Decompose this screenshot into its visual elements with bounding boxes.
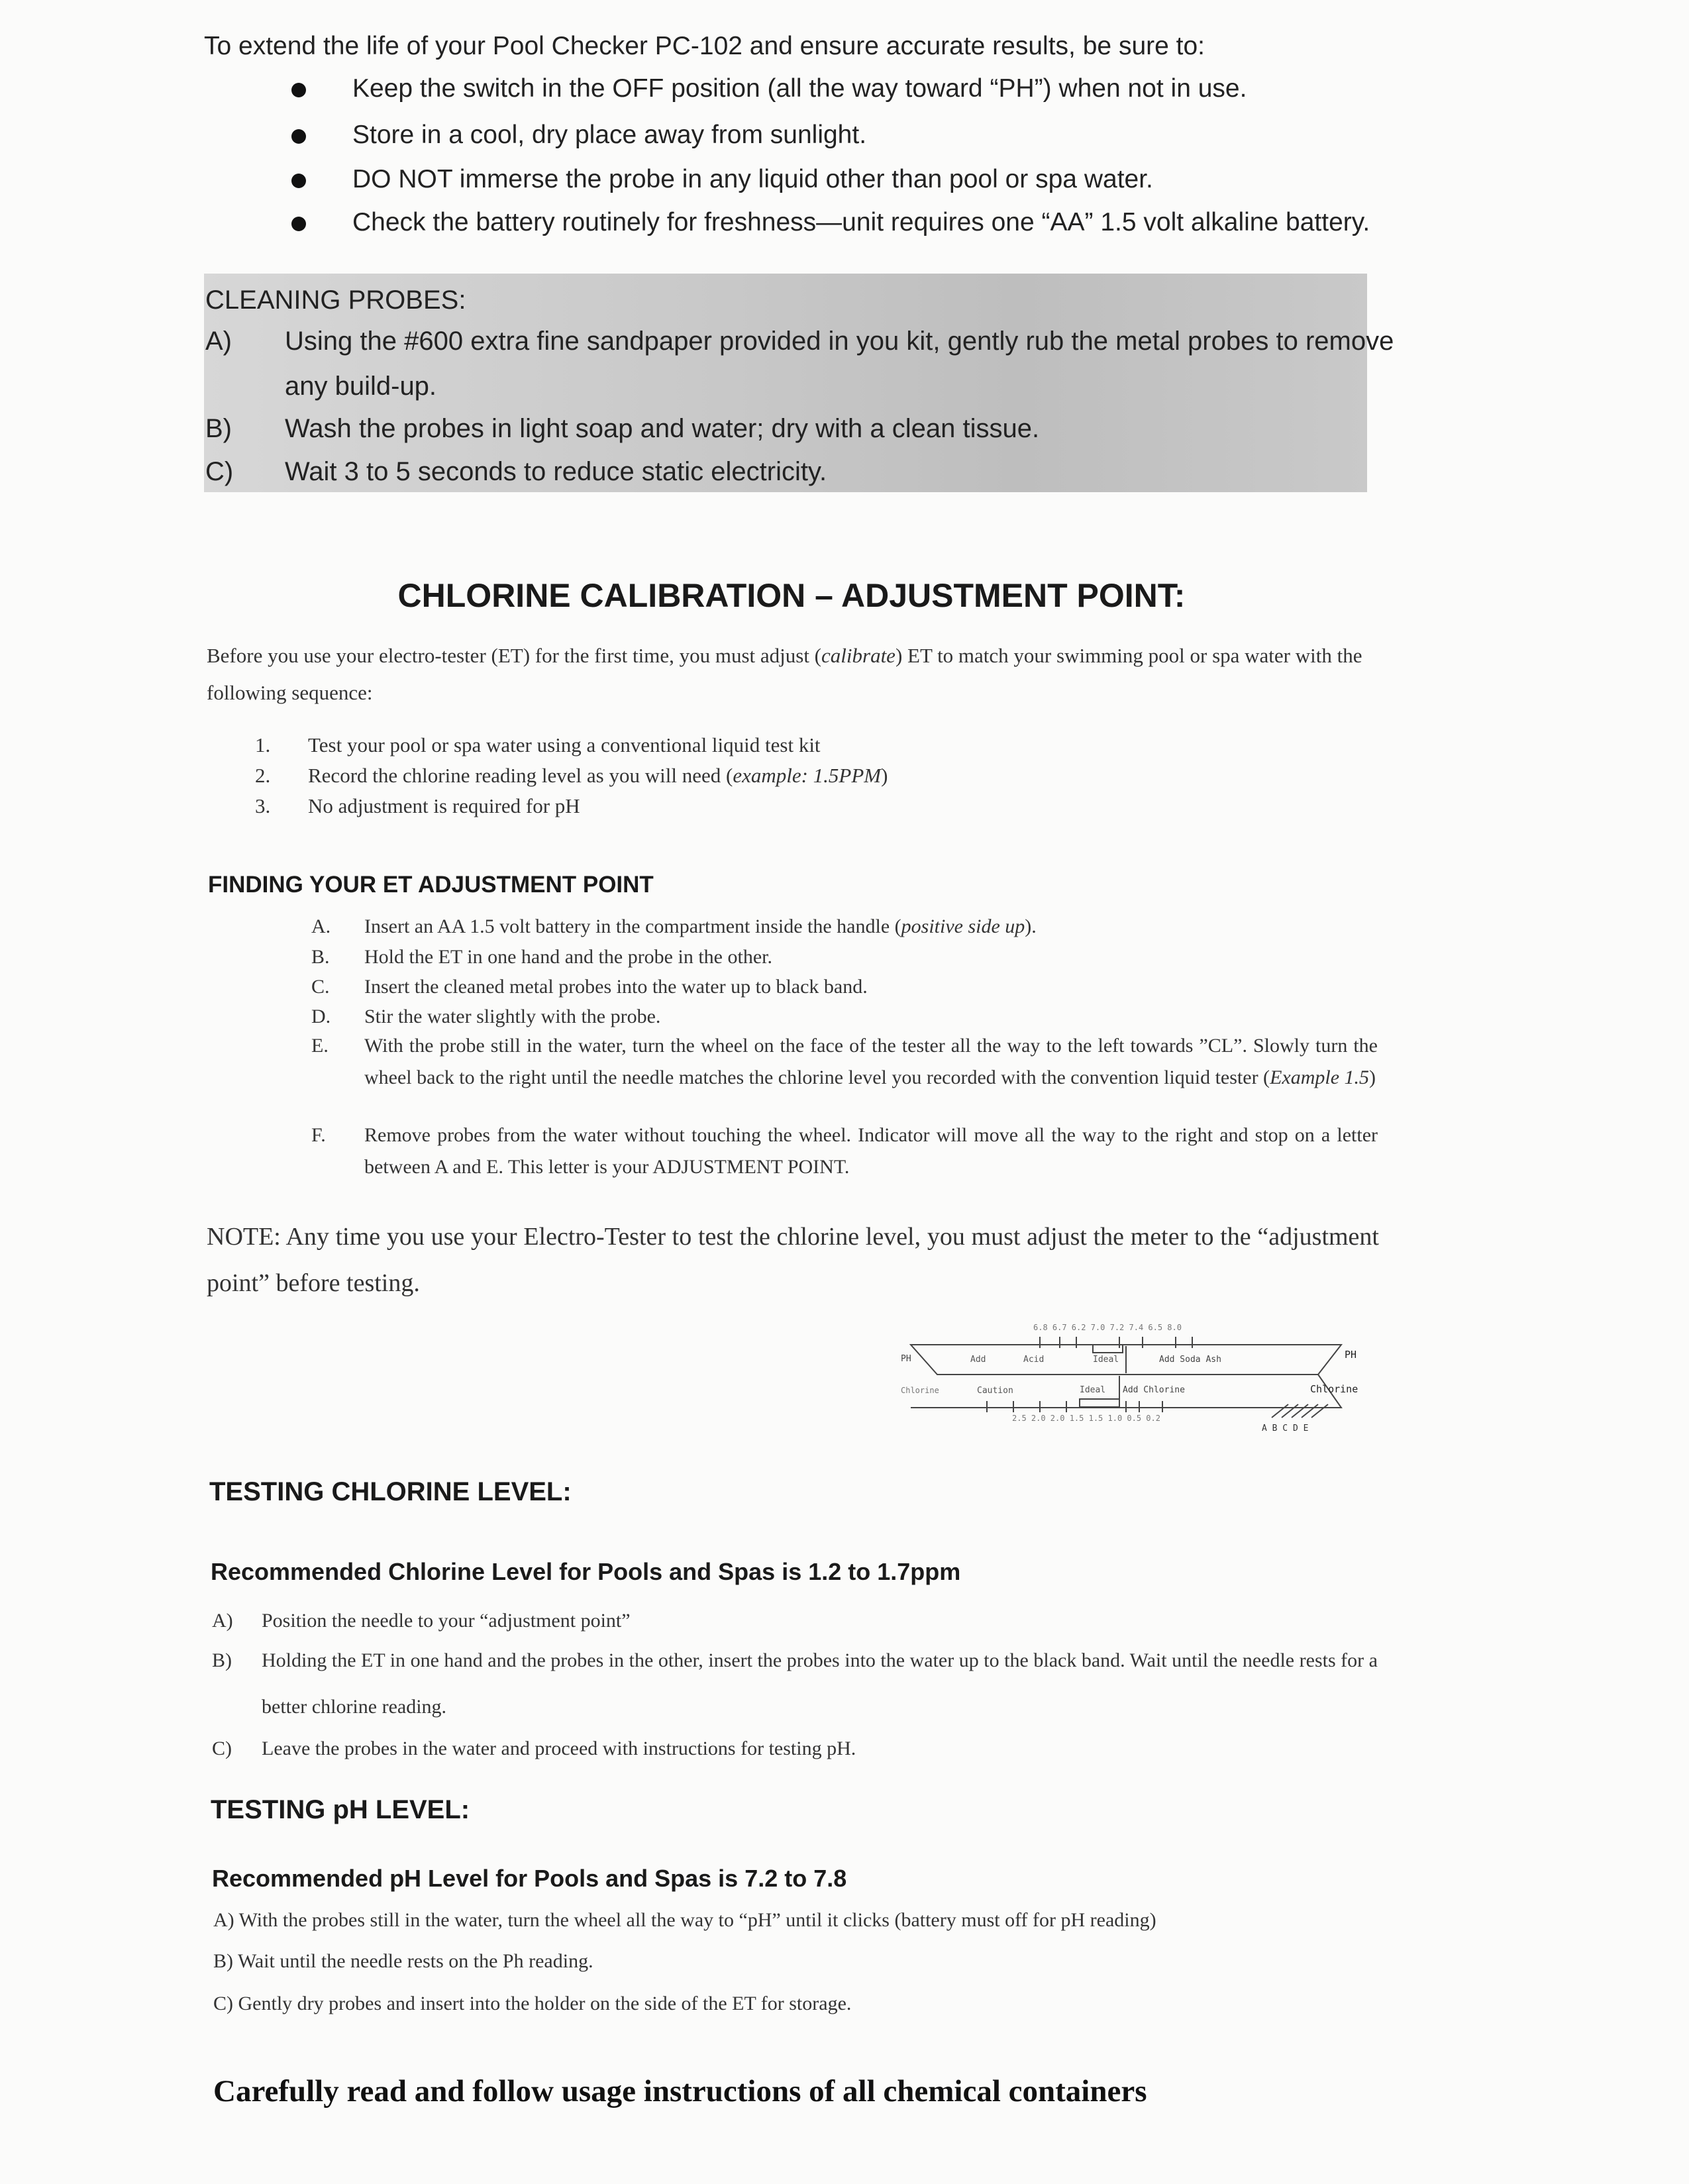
intro-text: To extend the life of your Pool Checker PC-102 and ensure accurate results, be sure to: <box>204 32 1205 60</box>
finding-heading: FINDING YOUR ET ADJUSTMENT POINT <box>208 872 654 898</box>
cl-zone-caution: Caution <box>977 1386 1013 1396</box>
calibration-heading: CHLORINE CALIBRATION – ADJUSTMENT POINT: <box>397 577 1186 614</box>
meter-face-diagram <box>901 1318 1358 1471</box>
adjustment-letters: A B C D E <box>1262 1424 1309 1433</box>
chlorine-right-label: Chlorine <box>1310 1383 1358 1395</box>
list-item: B) Wait until the needle rests on the Ph reading. <box>213 1950 593 1972</box>
ph-zone-add: Add <box>970 1355 986 1365</box>
cleaning-title: CLEANING PROBES: <box>205 286 466 315</box>
recommended-chlorine: Recommended Chlorine Level for Pools and Spas is 1.2 to 1.7ppm <box>211 1558 961 1585</box>
ph-left-label: PH <box>901 1354 911 1364</box>
chlorine-left-label: Chlorine <box>901 1386 939 1395</box>
footer-warning: Carefully read and follow usage instructions of all chemical containers <box>213 2074 1147 2108</box>
cl-zone-add-chlorine: Add Chlorine <box>1123 1385 1185 1395</box>
testing-ph-heading: TESTING pH LEVEL: <box>211 1795 470 1824</box>
bullet-icon <box>291 217 306 231</box>
ph-zone-acid: Acid <box>1023 1355 1045 1365</box>
bullet-icon <box>291 129 306 144</box>
ph-zone-ideal: Ideal <box>1093 1355 1119 1365</box>
testing-chlorine-heading: TESTING CHLORINE LEVEL: <box>209 1477 572 1506</box>
ph-right-label: PH <box>1345 1349 1357 1361</box>
adjustment-note: NOTE: Any time you use your Electro-Tester to test the chlorine level, you must adjust the meter to the “adjustment point” before testing. <box>207 1223 1379 1297</box>
ph-tick-labels: 6.8 6.7 6.2 7.0 7.2 7.4 6.5 8.0 <box>1033 1323 1182 1332</box>
chlorine-tick-labels: 2.5 2.0 2.0 1.5 1.5 1.0 0.5 0.2 <box>1012 1414 1160 1423</box>
cl-zone-ideal: Ideal <box>1080 1385 1106 1395</box>
ph-zone-soda-ash: Add Soda Ash <box>1159 1355 1221 1365</box>
recommended-ph: Recommended pH Level for Pools and Spas is 7.2 to 7.8 <box>212 1865 847 1892</box>
list-item: C) Gently dry probes and insert into the holder on the side of the ET for storage. <box>213 1993 852 2014</box>
list-item: A) With the probes still in the water, turn the wheel all the way to “pH” until it clicks (battery must off for pH reading) <box>213 1909 1156 1931</box>
bullet-icon <box>291 83 306 97</box>
bullet-icon <box>291 174 306 188</box>
calibration-intro: Before you use your electro-tester (ET) for the first time, you must adjust (calibrate) ET to match your swimming pool or spa water with the following sequence: <box>207 644 1362 704</box>
cleaning-probes-box: CLEANING PROBES: A) Using the #600 extra fine sandpaper provided in you kit, gently rub the metal probes to remove any build-up. B) Wash the probes in light soap and water; dry with a clean tissue. C) Wait 3 to 5 seconds to reduce static electricity. <box>204 274 1367 492</box>
